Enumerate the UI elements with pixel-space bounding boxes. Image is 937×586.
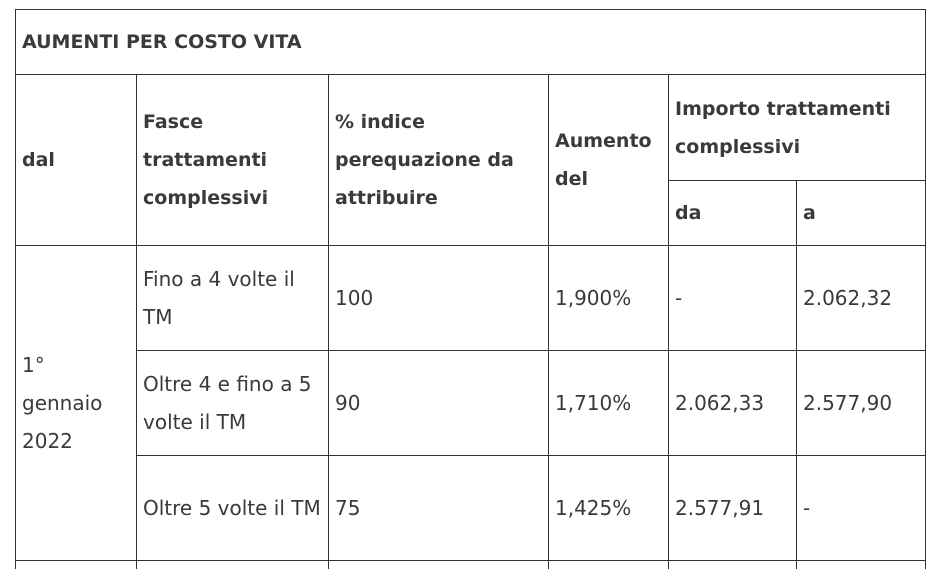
- header-aumento: Aumento del: [549, 75, 669, 246]
- aumento-cell: 1,425%: [549, 456, 669, 561]
- empty-cell: [329, 561, 549, 570]
- cost-of-living-table: [15, 9, 926, 569]
- date-cell: 1° gennaio 2022: [16, 246, 137, 561]
- aumento-cell: 1,900%: [549, 246, 669, 351]
- empty-cell: [797, 561, 926, 570]
- fascia-cell: Fino a 4 volte il TM: [137, 246, 329, 351]
- header-a: a: [797, 181, 926, 246]
- a-cell: 2.577,90: [797, 351, 926, 456]
- da-cell: 2.062,33: [669, 351, 797, 456]
- a-cell: -: [797, 456, 926, 561]
- header-importo: Importo trattamenti complessivi: [669, 75, 926, 181]
- empty-cell: [549, 561, 669, 570]
- indice-cell: 90: [329, 351, 549, 456]
- header-indice: % indice perequazione da attribuire: [329, 75, 549, 246]
- fascia-cell: Oltre 5 volte il TM: [137, 456, 329, 561]
- table-title: AUMENTI PER COSTO VITA: [16, 10, 926, 75]
- table-row: [16, 351, 926, 456]
- empty-cell: [137, 561, 329, 570]
- table-row: [16, 246, 926, 351]
- fascia-cell: Oltre 4 e fino a 5 volte il TM: [137, 351, 329, 456]
- table-row-partial: [16, 561, 926, 570]
- empty-cell: [16, 561, 137, 570]
- empty-cell: [669, 561, 797, 570]
- aumento-cell: 1,710%: [549, 351, 669, 456]
- header-da: da: [669, 181, 797, 246]
- table-row: [16, 456, 926, 561]
- da-cell: -: [669, 246, 797, 351]
- da-cell: 2.577,91: [669, 456, 797, 561]
- header-fasce: Fasce trattamenti complessivi: [137, 75, 329, 246]
- a-cell: 2.062,32: [797, 246, 926, 351]
- indice-cell: 100: [329, 246, 549, 351]
- indice-cell: 75: [329, 456, 549, 561]
- header-dal: dal: [16, 75, 137, 246]
